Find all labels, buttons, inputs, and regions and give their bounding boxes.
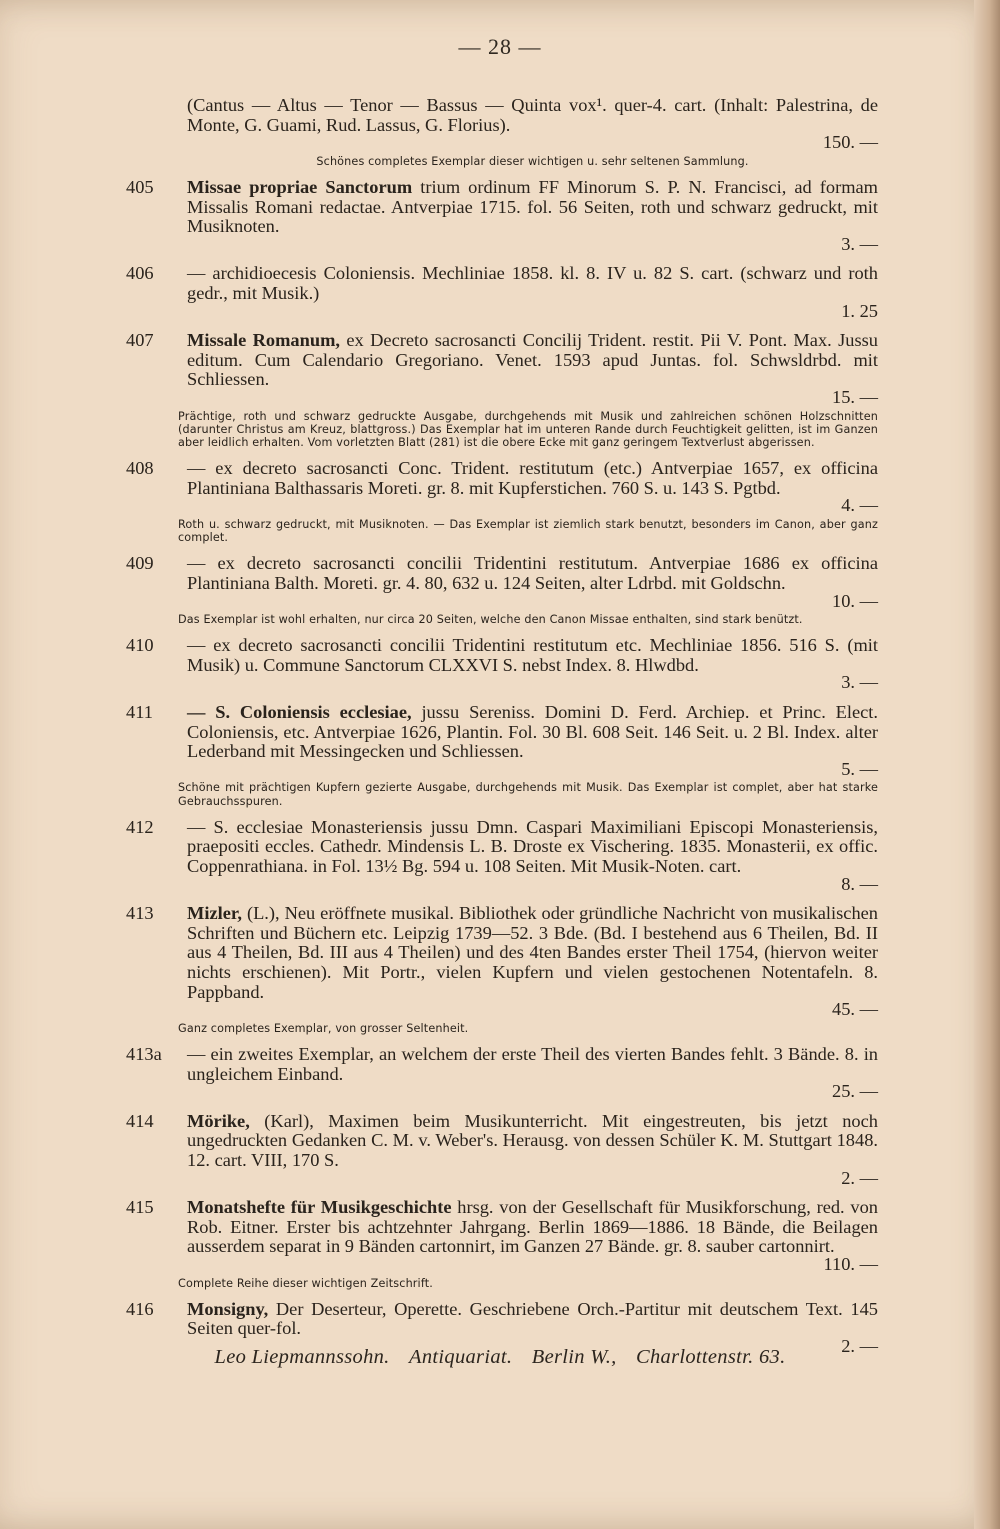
entry-number: 411 bbox=[126, 702, 153, 723]
catalog-entry bbox=[128, 331, 878, 449]
publisher-footer bbox=[0, 1346, 1000, 1369]
entry-number: 416 bbox=[126, 1298, 154, 1319]
entry-text: — archidioecesis Coloniensis. Mechliniae 1858. kl. 8. IV u. 82 S. cart. (schwarz und roth gedr., mit Musik.) bbox=[187, 263, 878, 303]
entry-number: 413 bbox=[126, 903, 154, 924]
catalog-entry bbox=[128, 1112, 878, 1188]
entry-text: — ein zweites Exemplar, an welchem der erste Theil des vierten Bandes fehlt. 3 Bände. 8. in ungleichem Einband. bbox=[187, 1044, 878, 1084]
entry-text: (Cantus — Altus — Tenor — Bassus — Quinta vox¹. quer-4. cart. (Inhalt: Palestrina, de Monte, G. Guami, Rud. Lassus, G. Florius). bbox=[187, 95, 878, 135]
entry-price: 45. — bbox=[832, 999, 878, 1020]
entry-text: — S. ecclesiae Monasteriensis jussu Dmn. Caspari Maximiliani Episcopi Monasteriensis, praepositi eccles. Cathedr. Mindensis L. B. Droste ex Vischering. 1835. Monasterii, ex offic. Coppenrathiana. in Fol. 13½ Bg. 594 u. 108 Seiten. Mit Musik-Noten. cart. bbox=[187, 816, 878, 877]
entry-price: 2. — bbox=[841, 1335, 878, 1356]
entry-text: (Karl), Maximen beim Musikunterricht. Mit eingestreuten, bis jetzt noch ungedruckten Gedanken C. M. v. Weber's. Herausg. von dessen Schüler K. M. Stuttgart 1848. 12. cart. VIII, 170 S. bbox=[187, 1110, 878, 1170]
catalog-entry bbox=[128, 703, 878, 808]
entry-price: 150. — bbox=[822, 132, 878, 153]
catalog-content bbox=[128, 96, 878, 1367]
entry-heading: — S. Coloniensis ecclesiae, bbox=[187, 702, 412, 723]
page-edge-shadow bbox=[974, 0, 1000, 1529]
entry-heading: Missae propriae Sanctorum bbox=[187, 176, 413, 197]
continued-entry bbox=[128, 96, 878, 168]
entry-price: 10. — bbox=[832, 590, 878, 611]
page-number: — 28 — bbox=[458, 34, 542, 59]
entry-number: 412 bbox=[126, 816, 154, 837]
publisher-street: Charlottenstr. 63. bbox=[636, 1346, 786, 1368]
entry-note: Ganz completes Exemplar, von grosser Seltenheit. bbox=[178, 1021, 469, 1035]
publisher-name: Leo Liepmannssohn. bbox=[214, 1346, 390, 1368]
entry-text: trium ordinum FF Minorum S. P. N. Francisci, ad formam Missalis Romani redactae. Antverpiae 1715. fol. 56 Seiten, roth und schwarz gedruckt, mit Musiknoten. bbox=[187, 176, 878, 237]
entry-heading: Missale Romanum, bbox=[187, 330, 340, 351]
entry-number: 405 bbox=[126, 176, 154, 197]
catalog-entry bbox=[128, 459, 878, 544]
entry-text: ex Decreto sacrosancti Concilij Trident. restit. Pii V. Pont. Max. Jussu editum. Cum Calendario Gregoriano. Venet. 1593 apud Juntas. fol. Schwsldrbd. mit Schliessen. bbox=[187, 330, 878, 390]
entry-text: Der Deserteur, Operette. Geschriebene Orch.-Partitur mit deutschem Text. 145 Seiten quer-fol. bbox=[187, 1298, 878, 1339]
entry-price: 15. — bbox=[832, 386, 878, 407]
entry-heading: Mizler, bbox=[187, 903, 242, 924]
entry-number: 408 bbox=[126, 458, 154, 479]
entry-heading: Monsigny, bbox=[187, 1298, 269, 1319]
entry-price: 110. — bbox=[823, 1253, 878, 1274]
entry-note: Schöne mit prächtigen Kupfern gezierte Ausgabe, durchgehends mit Musik. Das Exemplar ist complet, aber hat starke Gebrauchsspuren. bbox=[178, 781, 878, 808]
publisher-firm: Antiquariat. bbox=[409, 1346, 513, 1368]
entry-number: 407 bbox=[126, 330, 154, 351]
publisher-city: Berlin W., bbox=[531, 1346, 617, 1368]
entry-price: 5. — bbox=[841, 758, 878, 779]
entry-note: Schönes completes Exemplar dieser wichtigen u. sehr seltenen Sammlung. bbox=[316, 154, 749, 168]
entry-number: 415 bbox=[126, 1197, 154, 1218]
catalog-entry bbox=[128, 264, 878, 321]
entry-text: (L.), Neu eröffnete musikal. Bibliothek oder gründliche Nachricht von musikalischen Schriften und Büchern etc. Leipzig 1739—52. 3 Bde. (Bd. I bestehend aus 6 Theilen, Bd. II aus 4 Theilen, Bd. III aus 4 Theilen) und des 4ten Bandes erster Theil 1754, (hiervon weiter nichts erschienen). Mit Portr., vielen Kupfern und vielen gestochenen Notentafeln. 8. Pappband. bbox=[187, 903, 878, 1002]
entry-text: hrsg. von der Gesellschaft für Musikforschung, red. von Rob. Eitner. Erster bis achtzehnter Jahrgang. Berlin 1869—1886. 18 Bände, die Beilagen ausserdem separat in 9 Bänden cartonnirt, im Ganzen 27 Bände. gr. 8. sauber cartonnirt. bbox=[187, 1197, 878, 1257]
entry-text: jussu Sereniss. Domini D. Ferd. Archiep. et Princ. Elect. Coloniensis, etc. Antverpiae 1626, Plantin. Fol. 30 Bl. 608 Seit. 146 Seit. u. 2 Bl. Index. alter Lederband mit Messingecken und Schliessen. bbox=[187, 702, 878, 762]
catalog-entry bbox=[128, 1045, 878, 1102]
entry-text: — ex decreto sacrosancti concilii Tridentini restitutum etc. Mechliniae 1856. 516 S. (mit Musik) u. Commune Sanctorum CLXXVI S. nebst Index. 8. Hlwdbd. bbox=[187, 635, 878, 675]
entry-note: Prächtige, roth und schwarz gedruckte Ausgabe, durchgehends mit Musik und zahlreichen schönen Holzschnitten (darunter Christus am Kreuz, blattgross.) Das Exemplar hat im unteren Rande durch Feuchtigkeit gelitten, ist im Ganzen aber leidlich erhalten. Vom vorletzten Blatt (281) ist die obere Ecke mit ganz geringem Textverlust abgerissen. bbox=[178, 409, 878, 449]
entry-number: 409 bbox=[126, 553, 154, 574]
entry-number: 410 bbox=[126, 635, 154, 656]
entry-price: 8. — bbox=[841, 873, 878, 894]
entry-note: Das Exemplar ist wohl erhalten, nur circa 20 Seiten, welche den Canon Missae enthalten, sind stark benützt. bbox=[178, 613, 803, 627]
entry-number: 406 bbox=[126, 263, 154, 284]
entry-number: 414 bbox=[126, 1110, 154, 1131]
catalog-entry bbox=[128, 636, 878, 693]
entry-list bbox=[128, 178, 878, 1357]
catalog-entry bbox=[128, 178, 878, 254]
entry-heading: Mörike, bbox=[187, 1110, 250, 1131]
entry-note: Complete Reihe dieser wichtigen Zeitschrift. bbox=[178, 1276, 433, 1290]
entry-price: 25. — bbox=[832, 1081, 878, 1102]
entry-number: 413a bbox=[126, 1044, 162, 1064]
entry-heading: Monatshefte für Musikgeschichte bbox=[187, 1197, 452, 1218]
catalog-entry bbox=[128, 554, 878, 626]
catalog-entry bbox=[128, 818, 878, 894]
entry-note: Roth u. schwarz gedruckt, mit Musiknoten. — Das Exemplar ist ziemlich stark benutzt, besonders im Canon, aber ganz complet. bbox=[178, 517, 878, 545]
catalog-entry bbox=[128, 904, 878, 1035]
entry-price: 1. 25 bbox=[841, 300, 878, 321]
entry-price: 3. — bbox=[841, 672, 878, 693]
catalog-entry bbox=[128, 1198, 878, 1290]
entry-price: 4. — bbox=[841, 495, 878, 516]
entry-text: — ex decreto sacrosancti concilii Tridentini restitutum. Antverpiae 1686 ex officina Plantiniana Balth. Moreti. gr. 4. 80, 632 u. 124 Seiten, alter Ldrbd. mit Goldschn. bbox=[187, 553, 878, 593]
entry-text: — ex decreto sacrosancti Conc. Trident. restitutum (etc.) Antverpiae 1657, ex officina Plantiniana Balthassaris Moreti. gr. 8. mit Kupferstichen. 760 S. u. 143 S. Pgtbd. bbox=[187, 458, 878, 498]
entry-price: 3. — bbox=[841, 233, 878, 254]
entry-price: 2. — bbox=[841, 1167, 878, 1188]
